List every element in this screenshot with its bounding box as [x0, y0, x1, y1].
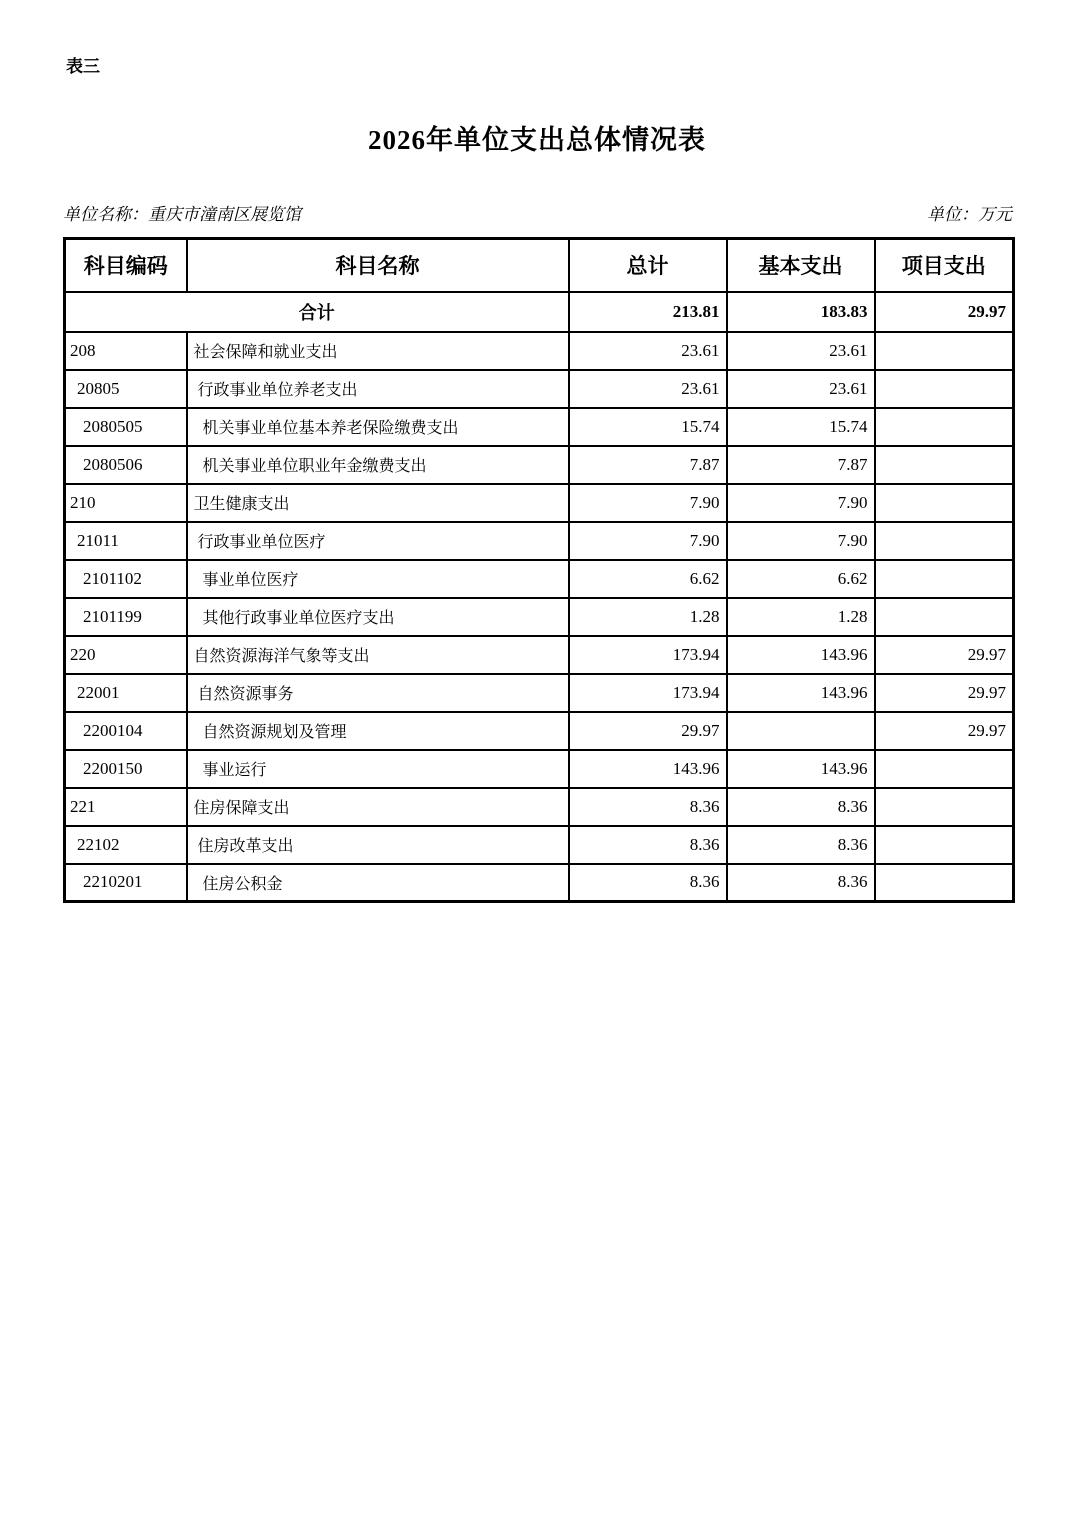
total-amount-cell: 8.36 — [569, 864, 727, 902]
table-row — [65, 712, 1014, 750]
subject-name-cell: 自然资源事务 — [187, 674, 569, 712]
subject-code-cell: 20805 — [65, 370, 187, 408]
basic-expenditure-cell: 15.74 — [727, 408, 875, 446]
table-row — [65, 598, 1014, 636]
project-expenditure-cell — [875, 560, 1014, 598]
subject-code-cell: 2080506 — [65, 446, 187, 484]
subject-code-cell: 2210201 — [65, 864, 187, 902]
total-amount-cell: 23.61 — [569, 332, 727, 370]
project-expenditure-cell — [875, 864, 1014, 902]
table-row — [65, 750, 1014, 788]
basic-expenditure-cell: 23.61 — [727, 332, 875, 370]
project-expenditure-cell — [875, 522, 1014, 560]
subject-code-cell: 22102 — [65, 826, 187, 864]
project-expenditure-cell — [875, 408, 1014, 446]
total-amount-cell: 173.94 — [569, 674, 727, 712]
subject-name-cell: 社会保障和就业支出 — [187, 332, 569, 370]
subject-name-cell: 住房公积金 — [187, 864, 569, 902]
subject-name-cell: 行政事业单位养老支出 — [187, 370, 569, 408]
col-header-total: 总计 — [569, 239, 727, 292]
subject-code-cell: 2200150 — [65, 750, 187, 788]
subject-name-cell: 行政事业单位医疗 — [187, 522, 569, 560]
project-expenditure-cell — [875, 446, 1014, 484]
subject-name-cell: 自然资源规划及管理 — [187, 712, 569, 750]
basic-expenditure-cell: 1.28 — [727, 598, 875, 636]
subject-name-cell: 自然资源海洋气象等支出 — [187, 636, 569, 674]
table-row — [65, 484, 1014, 522]
basic-expenditure-cell: 7.87 — [727, 446, 875, 484]
total-amount-cell: 8.36 — [569, 826, 727, 864]
subject-code-cell: 210 — [65, 484, 187, 522]
subject-code-cell: 2101102 — [65, 560, 187, 598]
project-expenditure-cell — [875, 598, 1014, 636]
subject-name-cell: 事业运行 — [187, 750, 569, 788]
subject-name-cell: 卫生健康支出 — [187, 484, 569, 522]
grand-total-row — [65, 292, 1014, 332]
basic-expenditure-cell: 6.62 — [727, 560, 875, 598]
form-number-label: 表三 — [66, 57, 100, 77]
grand-total-basic-cell: 183.83 — [727, 292, 875, 332]
total-amount-cell: 7.90 — [569, 522, 727, 560]
subject-name-cell: 其他行政事业单位医疗支出 — [187, 598, 569, 636]
subject-name-cell: 机关事业单位基本养老保险缴费支出 — [187, 408, 569, 446]
subject-code-cell: 21011 — [65, 522, 187, 560]
basic-expenditure-cell: 7.90 — [727, 484, 875, 522]
unit-of-measure-label: 单位：万元 — [927, 205, 1012, 224]
subject-code-cell: 208 — [65, 332, 187, 370]
table-row — [65, 674, 1014, 712]
table-row — [65, 826, 1014, 864]
basic-expenditure-cell: 143.96 — [727, 636, 875, 674]
table-row — [65, 446, 1014, 484]
table-row — [65, 636, 1014, 674]
project-expenditure-cell — [875, 788, 1014, 826]
col-header-subject-code: 科目编码 — [65, 239, 187, 292]
project-expenditure-cell — [875, 750, 1014, 788]
subject-code-cell: 221 — [65, 788, 187, 826]
project-expenditure-cell: 29.97 — [875, 674, 1014, 712]
subject-name-cell: 机关事业单位职业年金缴费支出 — [187, 446, 569, 484]
basic-expenditure-cell: 23.61 — [727, 370, 875, 408]
total-amount-cell: 7.90 — [569, 484, 727, 522]
table-header-row — [65, 239, 1014, 292]
basic-expenditure-cell: 8.36 — [727, 864, 875, 902]
col-header-basic-expenditure: 基本支出 — [727, 239, 875, 292]
total-amount-cell: 29.97 — [569, 712, 727, 750]
grand-total-label: 合计 — [65, 292, 569, 332]
project-expenditure-cell: 29.97 — [875, 712, 1014, 750]
basic-expenditure-cell: 143.96 — [727, 750, 875, 788]
unit-name-label: 单位名称：重庆市潼南区展览馆 — [63, 205, 301, 224]
project-expenditure-cell — [875, 484, 1014, 522]
subject-code-cell: 2101199 — [65, 598, 187, 636]
project-expenditure-cell — [875, 370, 1014, 408]
subject-name-cell: 住房保障支出 — [187, 788, 569, 826]
total-amount-cell: 15.74 — [569, 408, 727, 446]
col-header-subject-name: 科目名称 — [187, 239, 569, 292]
grand-total-total-cell: 213.81 — [569, 292, 727, 332]
total-amount-cell: 7.87 — [569, 446, 727, 484]
project-expenditure-cell — [875, 332, 1014, 370]
total-amount-cell: 23.61 — [569, 370, 727, 408]
table-row — [65, 788, 1014, 826]
table-row — [65, 370, 1014, 408]
table-row — [65, 560, 1014, 598]
total-amount-cell: 6.62 — [569, 560, 727, 598]
col-header-project-expenditure: 项目支出 — [875, 239, 1014, 292]
basic-expenditure-cell: 8.36 — [727, 788, 875, 826]
table-row — [65, 522, 1014, 560]
basic-expenditure-cell: 8.36 — [727, 826, 875, 864]
project-expenditure-cell — [875, 826, 1014, 864]
project-expenditure-cell: 29.97 — [875, 636, 1014, 674]
basic-expenditure-cell — [727, 712, 875, 750]
basic-expenditure-cell: 7.90 — [727, 522, 875, 560]
table-row — [65, 864, 1014, 902]
total-amount-cell: 8.36 — [569, 788, 727, 826]
subject-code-cell: 2080505 — [65, 408, 187, 446]
meta-row — [63, 200, 1012, 225]
subject-code-cell: 22001 — [65, 674, 187, 712]
total-amount-cell: 143.96 — [569, 750, 727, 788]
expenditure-table — [63, 237, 1015, 903]
table-row — [65, 408, 1014, 446]
subject-code-cell: 2200104 — [65, 712, 187, 750]
total-amount-cell: 173.94 — [569, 636, 727, 674]
basic-expenditure-cell: 143.96 — [727, 674, 875, 712]
subject-code-cell: 220 — [65, 636, 187, 674]
grand-total-project-cell: 29.97 — [875, 292, 1014, 332]
page-title: 2026年单位支出总体情况表 — [368, 125, 706, 155]
subject-name-cell: 住房改革支出 — [187, 826, 569, 864]
subject-name-cell: 事业单位医疗 — [187, 560, 569, 598]
table-row — [65, 332, 1014, 370]
total-amount-cell: 1.28 — [569, 598, 727, 636]
